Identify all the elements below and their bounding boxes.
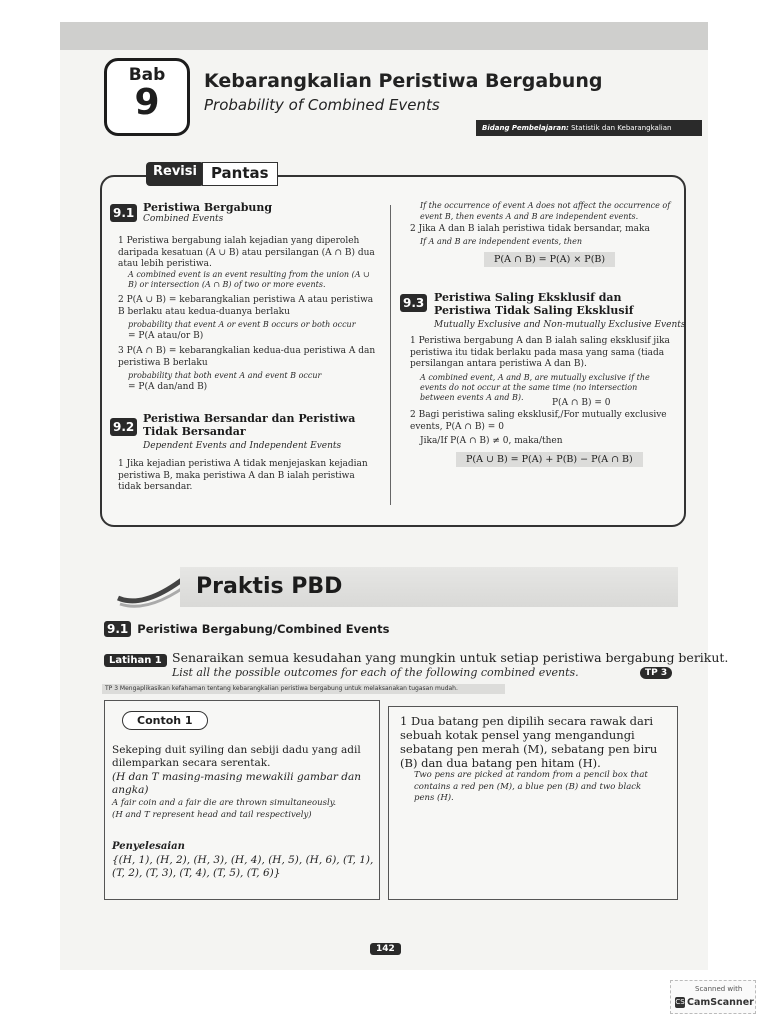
section-subtitle-9-1: Combined Events: [143, 214, 224, 224]
header-band: [60, 22, 708, 50]
s91-point-1: 1 Peristiwa bergabung ialah kejadian yang diperoleh daripada kesatuan (A ∪ B) atau persilangan (A ∩ B) dua atau lebih peristiwa.: [118, 236, 375, 269]
example-question: Sekeping duit syiling dan sebiji dadu yang adil dilemparkan secara serentak.: [112, 744, 361, 769]
chapter-subtitle: Probability of Combined Events: [204, 96, 440, 114]
s92-point-2-en: If A and B are independent events, then: [420, 237, 583, 246]
praktis-section-9-1: [104, 622, 389, 636]
question-1-en: Two pens are picked at random from a pencil box that contains a red pen (M), a blue pen (B) and two black pens (H).: [414, 770, 648, 803]
section-badge-9-2: 9.2: [110, 418, 137, 436]
learning-area-bar: [476, 120, 702, 136]
section-badge-9-3: 9.3: [400, 294, 427, 312]
s91-point-3-formula: = P(A dan/and B): [128, 382, 208, 392]
formula-independent: P(A ∩ B) = P(A) × P(B): [484, 252, 615, 267]
revision-tag-a: Revisi: [146, 162, 204, 186]
s91-point-2: 2 P(A ∪ B) = kebarangkalian peristiwa A atau peristiwa B berlaku atau kedua-duanya berlaku: [118, 295, 374, 317]
s93-point-1-en: A combined event, A and B, are mutually exclusive if the events do not occur at the same time (no intersection between events A and B).: [420, 373, 650, 402]
formula-union: P(A ∪ B) = P(A) + P(B) − P(A ∩ B): [456, 452, 643, 467]
example-question-note: (H dan T masing-masing mewakili gambar dan angka): [112, 771, 362, 796]
example-label: Contoh 1: [122, 711, 208, 730]
instruction: Senaraikan semua kesudahan yang mungkin untuk setiap peristiwa bergabung berikut.: [172, 650, 729, 665]
example-question-en: A fair coin and a fair die are thrown simultaneously.: [112, 798, 337, 808]
scanner-watermark: [670, 980, 756, 1014]
praktis-section-title: Peristiwa Bergabung/Combined Events: [137, 622, 390, 636]
s91-point-2-en: probability that event A or event B occurs or both occur: [128, 320, 356, 329]
s92-point-2: 2 Jika A dan B ialah peristiwa tidak bersandar, maka: [410, 224, 650, 234]
section-subtitle-9-2: Dependent Events and Independent Events: [143, 441, 342, 451]
s93-point-2: 2 Bagi peristiwa saling eksklusif,/For mutually exclusive events, P(A ∩ B) = 0: [410, 410, 667, 432]
s91-point-2-formula: = P(A atau/or B): [128, 331, 204, 341]
s91-point-1-en: A combined event is an event resulting from the union (A ∪ B) or intersection (A ∩ B) of two or more events.: [128, 270, 370, 289]
scanner-line-2: CamScanner: [687, 997, 754, 1008]
s92-point-1: 1 Jika kejadian peristiwa A tidak menjejaskan kejadian peristiwa B, maka peristiwa A dan B ialah peristiwa tidak bersandar.: [118, 459, 368, 492]
revision-tag: [146, 162, 278, 186]
column-divider: [390, 205, 391, 505]
section-badge-9-1: 9.1: [110, 204, 137, 222]
s91-point-3: 3 P(A ∩ B) = kebarangkalian kedua-dua peristiwa A dan peristiwa B berlaku: [118, 346, 376, 368]
section-title-9-3: Peristiwa Saling Eksklusif dan Peristiwa Tidak Saling Eksklusif: [434, 291, 634, 317]
s93-point-1: 1 Peristiwa bergabung A dan B ialah saling eksklusif jika peristiwa itu tidak berlaku pada masa yang sama (tiada persilangan antara peristiwa A dan B).: [410, 336, 670, 369]
instruction-en: List all the possible outcomes for each of the following combined events.: [172, 666, 579, 679]
s93-point-2-cond: Jika/If P(A ∩ B) ≠ 0, maka/then: [420, 436, 563, 446]
camscanner-icon: CS: [675, 998, 685, 1006]
praktis-section-badge: 9.1: [104, 621, 131, 637]
tp-badge: TP 3: [640, 667, 672, 679]
solution-text: {(H, 1), (H, 2), (H, 3), (H, 4), (H, 5), (H, 6), (T, 1), (T, 2), (T, 3), (T, 4), (T, 5), (T, 6)}: [112, 854, 374, 879]
example-question-en-note: (H and T represent head and tail respectively): [112, 810, 312, 820]
section-title-9-2: Peristiwa Bersandar dan Peristiwa Tidak Bersandar: [143, 412, 356, 438]
bab-label: Bab: [128, 65, 166, 85]
section-title-9-1: Peristiwa Bergabung: [143, 201, 273, 214]
question-1: 1 Dua batang pen dipilih secara rawak dari sebuah kotak pensel yang mengandungi sebatang pen merah (M), sebatang pen biru (B) dan dua batang pen hitam (H).: [400, 714, 658, 770]
scanner-line-1: Scanned with: [695, 985, 743, 993]
page-number: 142: [370, 943, 401, 955]
praktis-title: Praktis PBD: [196, 574, 343, 599]
latihan-badge: Latihan 1: [104, 654, 167, 667]
learning-area-label: Bidang Pembelajaran:: [482, 124, 569, 132]
s91-point-3-en: probability that both event A and event B occur: [128, 371, 322, 380]
s93-point-1-formula: P(A ∩ B) = 0: [552, 398, 611, 408]
tp-description: TP 3 Mengaplikasikan kefahaman tentang kebarangkalian peristiwa bergabung untuk melaksanakan tugasan mudah.: [102, 684, 505, 694]
chapter-badge: [104, 58, 190, 136]
chapter-title: Kebarangkalian Peristiwa Bergabung: [204, 70, 603, 92]
learning-area-value: Statistik dan Kebarangkalian: [571, 124, 672, 132]
revision-tag-b: Pantas: [202, 162, 278, 186]
solution-label: Penyelesaian: [112, 841, 185, 852]
bab-number: 9: [134, 82, 160, 123]
section-subtitle-9-3: Mutually Exclusive and Non-mutually Exclusive Events: [434, 320, 686, 330]
s92-point-1-en: If the occurrence of event A does not affect the occurrence of event B, then events A and B are independent events.: [420, 201, 671, 221]
